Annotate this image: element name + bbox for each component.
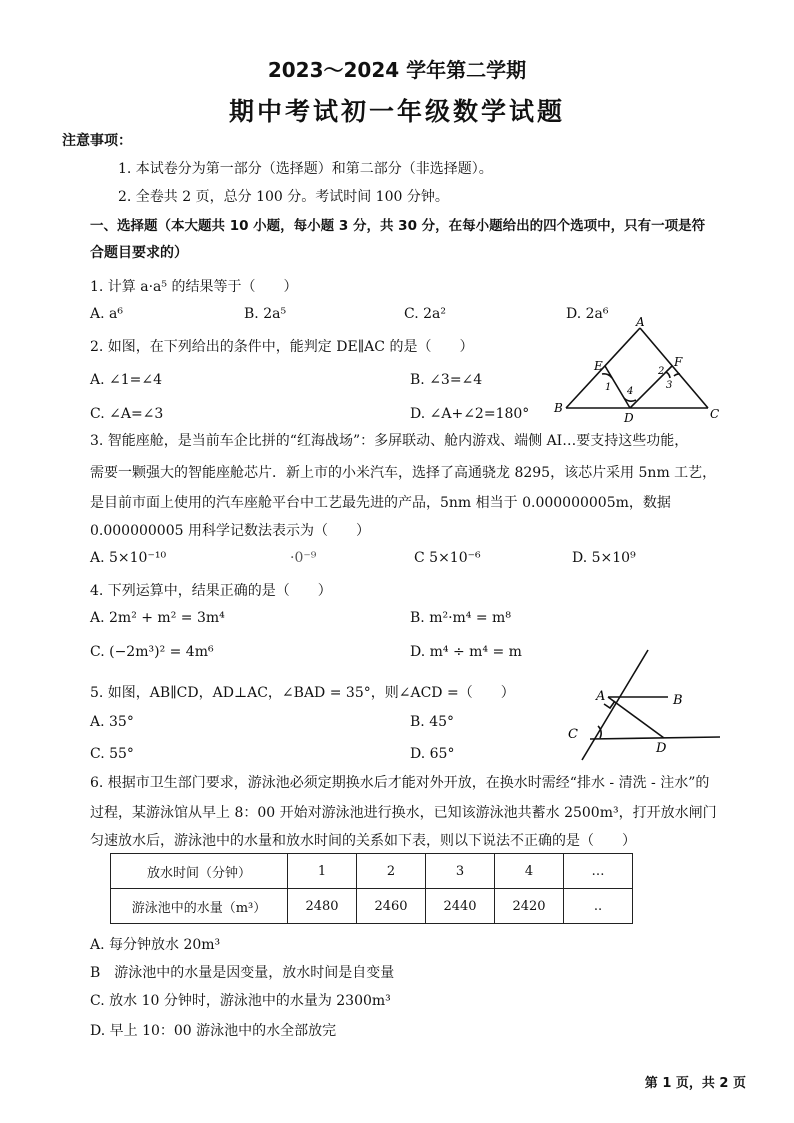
notice-item-2: 2. 全卷共 2 页，总分 100 分。考试时间 100 分钟。 bbox=[118, 189, 449, 205]
table-cell: 4 bbox=[495, 854, 564, 889]
q1-stem: 1. 计算 a·a⁵ 的结果等于（ ） bbox=[90, 279, 298, 295]
fig1-label-3: 3 bbox=[666, 380, 673, 391]
q1-option-d: D. 2a⁶ bbox=[566, 306, 609, 322]
fig2-seg-ad bbox=[608, 697, 664, 738]
fig2-label-b: B bbox=[673, 693, 683, 708]
q2-stem: 2. 如图，在下列给出的条件中，能判定 DE∥AC 的是（ ） bbox=[90, 339, 474, 355]
table-cell: … bbox=[564, 854, 633, 889]
table-cell: 2440 bbox=[426, 889, 495, 924]
fig1-label-c: C bbox=[710, 407, 720, 421]
q5-option-d: D. 65° bbox=[410, 746, 455, 762]
fig1-label-d: D bbox=[624, 411, 634, 425]
q3-line2: 需要一颗强大的智能座舱芯片．新上市的小米汽车，选择了高通骁龙 8295，该芯片采用 5nm 工艺， bbox=[90, 465, 717, 481]
q1-option-c: C. 2a² bbox=[404, 306, 446, 322]
fig2-label-d: D bbox=[656, 741, 667, 756]
q4-option-c: C. (−2m³)² = 4m⁶ bbox=[90, 644, 214, 660]
q1-option-b: B. 2a⁵ bbox=[244, 306, 287, 322]
q6-line2: 过程，某游泳馆从早上 8：00 开始对游泳池进行换水，已知该游泳池共蓄水 2500m³，打开放水闸门 bbox=[90, 805, 717, 821]
q5-option-b: B. 45° bbox=[410, 714, 455, 730]
q6-option-a: A. 每分钟放水 20m³ bbox=[90, 937, 221, 953]
q1-option-a: A. a⁶ bbox=[90, 306, 123, 322]
q4-option-d: D. m⁴ ÷ m⁴ = m bbox=[410, 644, 522, 660]
table-cell: 2420 bbox=[495, 889, 564, 924]
q6-line1: 6. 根据市卫生部门要求，游泳池必须定期换水后才能对外开放，在换水时需经“排水 - 清洗 - 注水”的 bbox=[90, 775, 710, 791]
q6-option-b: B 游泳池中的水量是因变量，放水时间是自变量 bbox=[90, 965, 395, 981]
fig2-seg-cd bbox=[590, 737, 720, 739]
table-row bbox=[111, 889, 633, 924]
q3-option-a: A. 5×10⁻¹⁰ bbox=[90, 550, 167, 566]
exam-title: 期中考试初一年级数学试题 bbox=[228, 97, 565, 126]
q3-option-d: D. 5×10⁹ bbox=[572, 550, 636, 566]
q6-option-c: C. 放水 10 分钟时，游泳池中的水量为 2300m³ bbox=[90, 993, 391, 1009]
fig1-angle-arc-2 bbox=[666, 372, 670, 378]
fig2-label-a: A bbox=[596, 689, 606, 704]
q2-option-b: B. ∠3=∠4 bbox=[410, 372, 483, 388]
table-cell: 游泳池中的水量（m³） bbox=[111, 889, 288, 924]
q5-option-c: C. 55° bbox=[90, 746, 134, 762]
q5-stem: 5. 如图，AB∥CD，AD⊥AC，∠BAD = 35°，则∠ACD =（ ） bbox=[90, 685, 515, 701]
table-cell: 1 bbox=[288, 854, 357, 889]
q3-line3: 是目前市面上使用的汽车座舱平台中工艺最先进的产品，5nm 相当于 0.000000005m，数据 bbox=[90, 495, 671, 511]
q6-option-d: D. 早上 10：00 游泳池中的水全部放完 bbox=[90, 1023, 337, 1039]
fig1-label-e: E bbox=[594, 359, 603, 373]
table-cell: 3 bbox=[426, 854, 495, 889]
notice-item-1: 1. 本试卷分为第一部分（选择题）和第二部分（非选择题）。 bbox=[118, 161, 493, 177]
section1-line2: 合题目要求的） bbox=[90, 245, 188, 261]
section1-line1: 一、选择题（本大题共 10 小题，每小题 3 分，共 30 分，在每小题给出的四个选项中，只有一项是符 bbox=[90, 218, 706, 234]
page-footer: 第 1 页，共 2 页 bbox=[644, 1076, 746, 1091]
q4-option-a: A. 2m² + m² = 3m⁴ bbox=[90, 610, 225, 626]
fig1-label-1: 1 bbox=[605, 382, 612, 393]
table-row bbox=[111, 854, 633, 889]
table-cell: 放水时间（分钟） bbox=[111, 854, 288, 889]
triangle-figure bbox=[550, 316, 730, 428]
q5-option-a: A. 35° bbox=[90, 714, 134, 730]
q2-option-d: D. ∠A+∠2=180° bbox=[410, 406, 530, 422]
q4-stem: 4. 下列运算中，结果正确的是（ ） bbox=[90, 583, 332, 599]
q3-line4: 0.000000005 用科学记数法表示为（ ） bbox=[90, 523, 370, 539]
q3-line1: 3. 智能座舱，是当前车企比拼的“红海战场”：多屏联动、舱内游戏、端侧 AI…要支持这些功能， bbox=[90, 433, 689, 449]
parallel-lines-figure bbox=[560, 644, 740, 764]
fig1-label-b: B bbox=[554, 401, 563, 415]
fig2-label-c: C bbox=[568, 727, 578, 742]
q3-option-b: ·0⁻⁹ bbox=[290, 550, 317, 566]
q4-option-b: B. m²·m⁴ = m⁸ bbox=[410, 610, 511, 626]
fig2-seg-transversal bbox=[582, 650, 648, 760]
notice-heading: 注意事项： bbox=[62, 133, 132, 149]
semester-title: 2023～2024 学年第二学期 bbox=[267, 58, 527, 82]
q2-option-a: A. ∠1=∠4 bbox=[90, 372, 163, 388]
q2-option-c: C. ∠A=∠3 bbox=[90, 406, 164, 422]
table-cell: .. bbox=[564, 889, 633, 924]
q6-line3: 匀速放水后，游泳池中的水量和放水时间的关系如下表，则以下说法不正确的是（ ） bbox=[90, 833, 636, 849]
q3-option-c: C 5×10⁻⁶ bbox=[414, 550, 481, 566]
fig1-label-f: F bbox=[674, 355, 683, 369]
table-cell: 2480 bbox=[288, 889, 357, 924]
fig1-label-2: 2 bbox=[658, 366, 665, 377]
drain-table bbox=[110, 853, 633, 924]
fig1-label-4: 4 bbox=[627, 386, 634, 397]
fig1-label-a: A bbox=[636, 316, 645, 329]
table-cell: 2 bbox=[357, 854, 426, 889]
table-cell: 2460 bbox=[357, 889, 426, 924]
